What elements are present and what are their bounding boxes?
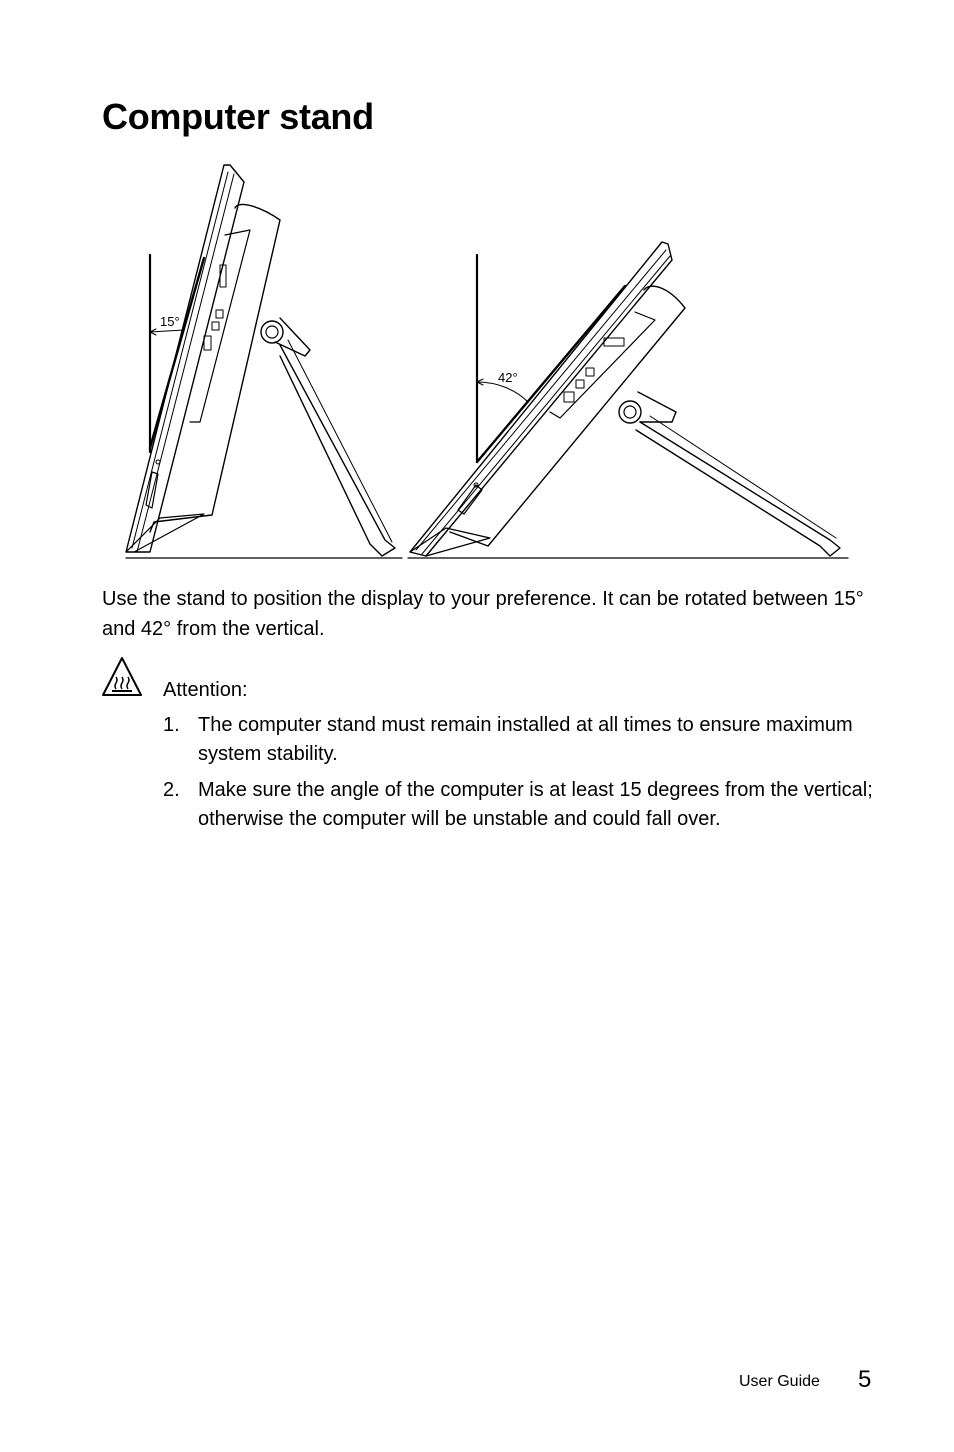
attention-list bbox=[163, 711, 883, 841]
intro-paragraph: Use the stand to position the display to your preference. It can be rotated between 15° and 42° from the vertical. bbox=[102, 588, 864, 640]
hot-surface-warning-icon bbox=[100, 655, 144, 699]
angle-label-right: 42° bbox=[498, 370, 518, 385]
list-item-text: Make sure the angle of the computer is at least 15 degrees from the vertical; otherwise the computer will be unstable and could fall over. bbox=[198, 779, 873, 830]
list-item-number: 2. bbox=[163, 779, 180, 801]
page-number: 5 bbox=[858, 1366, 872, 1393]
list-item bbox=[163, 776, 883, 834]
footer-label: User Guide bbox=[739, 1373, 820, 1390]
computer-left-15deg bbox=[126, 165, 395, 556]
list-item-text: The computer stand must remain installed at all times to ensure maximum system stability. bbox=[198, 714, 853, 765]
list-item-number: 1. bbox=[163, 714, 180, 736]
attention-label: Attention: bbox=[163, 679, 248, 701]
computer-right-42deg bbox=[410, 242, 840, 556]
page-title: Computer stand bbox=[102, 96, 374, 137]
angle-label-left: 15° bbox=[160, 314, 180, 329]
list-item bbox=[163, 711, 883, 769]
computer-stand-illustration bbox=[120, 160, 855, 565]
